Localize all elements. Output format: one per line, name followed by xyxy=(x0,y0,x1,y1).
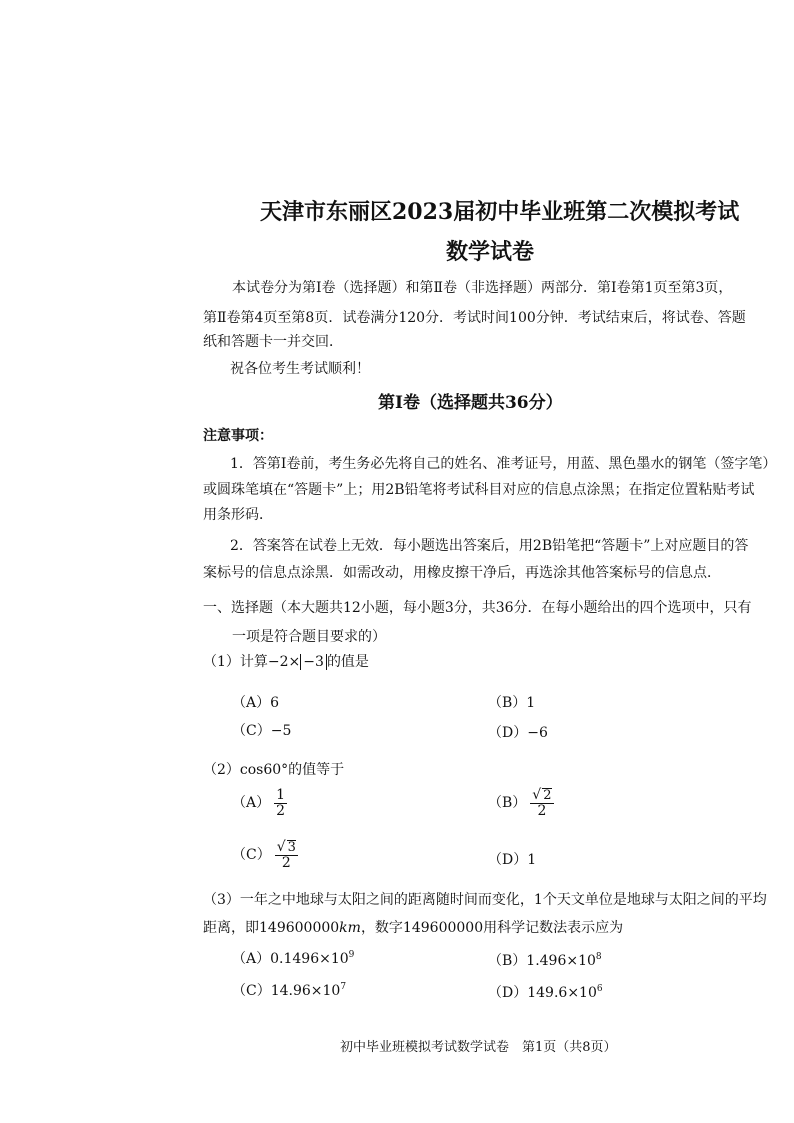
q3-option-c xyxy=(232,980,346,1000)
q1-prefix: （1）计算 xyxy=(203,654,268,670)
q2-b-fraction xyxy=(530,788,553,818)
q3-c-exponent: 7 xyxy=(340,982,347,992)
q1-expr-abs: −3 xyxy=(300,654,327,670)
q2-option-d: （D）1 xyxy=(488,852,537,868)
q2-option-c xyxy=(232,840,298,870)
q2-c-radicand: 3 xyxy=(287,840,296,855)
q3-b-exponent: 8 xyxy=(595,952,602,962)
q2-a-denominator: 2 xyxy=(276,802,286,819)
q2-option-a xyxy=(232,788,287,818)
q2-a-fraction xyxy=(274,788,287,818)
q3-option-a xyxy=(232,948,354,968)
question-3-line-1: （3）一年之中地球与太阳之间的距离随时间而变化，1个天文单位是地球与太阳之间的平均 xyxy=(203,892,767,908)
part-1-line-1: 一、选择题（本大题共12小题，每小题3分，共36分．在每小题给出的四个选项中，只有 xyxy=(203,600,752,616)
q1-option-b: （B）1 xyxy=(488,695,536,711)
q2-a-numerator: 1 xyxy=(276,787,286,803)
q3-d-exponent: 6 xyxy=(596,984,603,994)
q2-b-numerator xyxy=(530,788,553,804)
q1-option-d: （D）−6 xyxy=(488,725,548,741)
q1-suffix: 的值是 xyxy=(326,654,369,670)
q3-b-base: 1.496×10 xyxy=(526,953,596,969)
q3-d-base: 149.6×10 xyxy=(527,985,597,1001)
intro-line-2: 第Ⅱ卷第4页至第8页．试卷满分120分．考试时间100分钟．考试结束后，将试卷、答题 xyxy=(203,310,746,326)
exam-title: 天津市东丽区2023届初中毕业班第二次模拟考试 xyxy=(260,199,740,225)
q1-option-c: （C）−5 xyxy=(232,723,292,739)
question-1-stem xyxy=(203,651,369,671)
part-1-line-2: 一项是符合题目要求的） xyxy=(232,629,386,645)
q1-option-a: （A）6 xyxy=(232,695,280,711)
question-3-line-2 xyxy=(203,917,623,937)
question-2-stem: （2）cos60°的值等于 xyxy=(203,762,345,778)
q3-c-label: （C） xyxy=(232,983,271,999)
q2-c-denominator: 2 xyxy=(281,854,291,871)
q3-d-label: （D） xyxy=(488,985,528,1001)
q3-c-base: 14.96×10 xyxy=(270,983,341,999)
note-2-line-1: 2．答案答在试卷上无效．每小题选出答案后，用2B铅笔把“答题卡”上对应题目的答 xyxy=(230,538,749,554)
q2-b-radicand: 2 xyxy=(543,788,552,803)
intro-line-3: 纸和答题卡一并交回． xyxy=(203,334,343,350)
note-2-line-2: 案标号的信息点涂黑．如需改动，用橡皮擦干净后，再选涂其他答案标号的信息点． xyxy=(203,565,721,581)
q2-c-numerator xyxy=(275,840,298,856)
q3-a-exponent: 9 xyxy=(348,950,355,960)
q3-unit: km xyxy=(339,920,361,936)
sqrt-icon: √ xyxy=(276,839,286,855)
q3-option-d xyxy=(488,982,603,1002)
q3-a-base: 0.1496×10 xyxy=(270,951,349,967)
sqrt-icon: √ xyxy=(532,787,542,803)
q2-b-denominator: 2 xyxy=(537,802,547,819)
q2-option-b xyxy=(488,788,554,818)
q1-expr-left: −2× xyxy=(267,654,301,670)
q3-line2-a: 距离，即149600000 xyxy=(203,920,340,936)
page-footer: 初中毕业班模拟考试数学试卷 第1页（共8页） xyxy=(340,1040,617,1055)
section-1-heading: 第Ⅰ卷（选择题共36分） xyxy=(378,393,563,413)
note-1-line-2: 或圆珠笔填在“答题卡”上；用2B铅笔将考试科目对应的信息点涂黑；在指定位置粘贴考试 xyxy=(203,482,755,498)
q3-a-label: （A） xyxy=(232,951,271,967)
q2-c-label: （C） xyxy=(232,847,271,864)
q2-b-label: （B） xyxy=(488,795,527,812)
notes-title: 注意事项： xyxy=(203,428,273,444)
exam-subtitle: 数学试卷 xyxy=(446,239,535,265)
note-1-line-1: 1．答第Ⅰ卷前，考生务必先将自己的姓名、准考证号，用蓝、黑色墨水的钢笔（签字笔） xyxy=(230,456,777,472)
q3-option-b xyxy=(488,950,602,970)
q3-b-label: （B） xyxy=(488,953,527,969)
intro-wish: 祝各位考生考试顺利！ xyxy=(230,361,370,377)
q3-line2-b: ，数字149600000用科学记数法表示应为 xyxy=(360,920,624,936)
q2-a-label: （A） xyxy=(232,795,271,812)
note-1-line-3: 用条形码． xyxy=(203,507,273,523)
intro-line-1: 本试卷分为第Ⅰ卷（选择题）和第Ⅱ卷（非选择题）两部分．第Ⅰ卷第1页至第3页， xyxy=(232,280,733,296)
q2-c-fraction xyxy=(275,840,298,870)
